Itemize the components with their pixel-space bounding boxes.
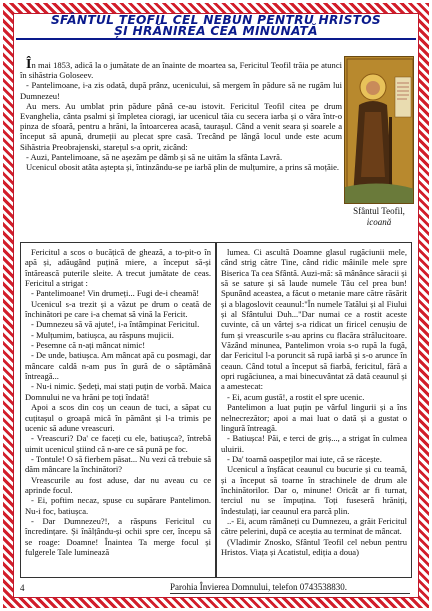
title-line-2: ȘI HRĂNIREA CEA MINUNATĂ bbox=[114, 24, 318, 38]
column-paragraph: ..- Ei, acum rămâneți cu Dumnezeu, a grăit Fericitul către pelerini, după ce aceștia au terminat de mâncat. bbox=[221, 515, 407, 537]
column-paragraph: - Dumnezeu să vă ajute!, i-a întâmpinat Fericitul. bbox=[31, 319, 200, 330]
icon-caption-type: icoană bbox=[366, 217, 392, 227]
footer-parish: Parohia Învierea Domnului, telefon 0743538830. bbox=[170, 581, 410, 594]
title-underline bbox=[16, 38, 416, 40]
page-number: 4 bbox=[20, 583, 25, 593]
column-paragraph: - Batiușca! Păi, e terci de griș..., a strigat în culmea uluirii. bbox=[221, 433, 407, 454]
column-paragraph: - De unde, batiușca. Am mâncat apă cu posmagi, dar mâncare caldă n-am pus în gură de o săptămână întreagă... bbox=[25, 350, 211, 382]
column-paragraph: Ucenicul s-a trezit și a văzut pe drum o ceată de închinători pe care i-a chemat să vină la Fericit. bbox=[25, 298, 211, 320]
intro-paragraph: Ucenicul obosit atâta aștepta și, întinzându-se pe iarbă plin de mulțumire, a prins să moțăie. bbox=[26, 162, 340, 173]
column-paragraph: Pantelimon a luat puțin pe vârful lingurii și a îns nelnecrezător; apoi a mai luat o dată și a gustat o lingură întreagă. bbox=[221, 402, 407, 433]
column-paragraph: - Mulțumim, batiușca, au răspuns mujicii. bbox=[31, 329, 174, 340]
right-column bbox=[216, 242, 412, 578]
column-paragraph: (Vladimir Znosko, Sfântul Teofil cel nebun pentru Hristos. Viața și Acatistul, ediția a doua) bbox=[221, 536, 407, 557]
saint-figure-icon bbox=[345, 57, 414, 204]
column-paragraph: - Pesemne că n-ați mâncat nimic! bbox=[31, 340, 146, 351]
saint-icon-image bbox=[344, 56, 414, 204]
column-paragraph: lumea. Ci ascultă Doamne glasul rugăciunii mele, când strig către Tine, când ridic mâinile mele spre Biserica Ta cea Sfântă. Auzi-mă: să mânânce săracii și să se sature și să laude numele Tău cel prea bun! Spunând aceastea, a făcut o metanie mare către răsărit și a blagoslovit ceaunul:"În numele Tatălui și al Fiului și al Sfântului Duh..."Dar numai ce a rostit aceste cuvinte, că un vârtej s-a ridicat un firicel cenușiu de fum și vreascurile s-au aprins cu flacăra strălucitoare. Văzând minunea, Pantelimon vroia s-o rupă la fugă, dar Fericitul l-a poruncit să rupă iarbă și s-o arunce în ceaun. Când totul a început să fiarbă, fericitul, fără a opri rugăciunea, a mai binecuvântat ză dată ceaunul și a amestecat: bbox=[221, 247, 408, 392]
icon-caption bbox=[344, 206, 414, 228]
column-paragraph: - Nu-i nimic. Ședeți, mai stați puțin de vorbă. Maica Domnului ne va hrăni pe toți îndată! bbox=[25, 381, 211, 402]
column-paragraph: - Vreascuri? Da' ce faceți cu ele, batiușca?, întrebă uimit ucenicul știind că n-are ce să pună pe foc. bbox=[25, 433, 211, 454]
page-title bbox=[16, 15, 416, 37]
column-paragraph: - Da' toarnă oaspeților mai iute, că se răcește. bbox=[227, 453, 382, 464]
intro-paragraph: Au mers. Au umblat prin pădure până ce-au istovit. Fericitul Teofil citea pe drum Evanghelia, cânta psalmi și împletea cioragi, iar ucenicul tăia cu secera iarba și o vâra într-o pinza de sfoară, pentru a hrăni, la întoarcerea acasă, taurașul. Când a venit seara și soarele a început să apună, drumeții au plecat spre casă. Trecând pe lângă locul unde este acum Sihăstria Preobrajenski, starețul s-a oprit, zicând: bbox=[20, 100, 342, 152]
column-paragraph: - Tontule! O să fierbem păsat... Nu vezi că trebuie să dăm mâncare la închinători? bbox=[25, 453, 211, 475]
column-paragraph: Ucenicul a înșfăcat ceaunul cu bucurie și cu teamă, și a început să toarne în strachinele de drum ale închinătorilor. Dar o, minune! Oricât ar fi turnat, terciul nu se împuțina. Toți fuseseră hrăniți, îndestulați, iar ceaunul era parcă plin. bbox=[221, 464, 407, 516]
intro-paragraph: - Auzi, Pantelimoane, să ne așezăm pe dâmb și să ne uităm la sfânta Lavră. bbox=[26, 151, 283, 162]
left-column bbox=[20, 242, 216, 578]
saint-icon bbox=[344, 56, 414, 240]
title-line-1: SFÂNTUL TEOFIL CEL NEBUN PENTRU HRISTOS bbox=[50, 13, 382, 27]
icon-caption-name: Sfântul Teofil, bbox=[353, 206, 405, 216]
intro-text bbox=[20, 57, 342, 173]
column-paragraph: - Pantelimoane! Vin drumeți... Fugi de-i cheamă! bbox=[31, 288, 200, 299]
intro-paragraph: În mai 1853, adică la o jumătate de an înainte de moartea sa, Fericitul Teofil trăia pe atunci în sihăstria Goloseev. bbox=[20, 57, 342, 81]
column-paragraph: - Ei, poftim necaz, spuse cu supărare Pantelimon. Nu-i foc, batiușca. bbox=[25, 495, 211, 516]
column-paragraph: Vreascurile au fost aduse, dar nu aveau cu ce aprinde focul. bbox=[25, 474, 211, 495]
column-paragraph: - Dar Dumnezeu?!, a răspuns Fericitul cu încredințare. Și înălțându-și ochii spre cer, începu să se roage: Doamne! Înaintea Ta merge focul și fulgerele Tale luminează bbox=[25, 515, 211, 557]
column-paragraph: - Ei, acum gustă!, a rostit el spre ucenic. bbox=[227, 391, 365, 402]
column-paragraph: Apoi a scos din coș un ceaun de tuci, a săpat cu cuțitașul o groapă mică în pământ și l-a trimis pe ucenic să adune vreascuri. bbox=[25, 402, 211, 433]
column-paragraph: Fericitul a scos o bucățică de ghează, a to-pit-o în apă și, adăugând puțină miere, a început să-și întărească puterile sleite. A trecut jumătate de ceas. Fericitul a strigat : bbox=[25, 247, 211, 289]
intro-paragraph: - Pantelimoane, i-a zis odată, după prânz, ucenicului, să mergem în pădure să ne rugăm lui Dumnezeu! bbox=[20, 80, 342, 101]
